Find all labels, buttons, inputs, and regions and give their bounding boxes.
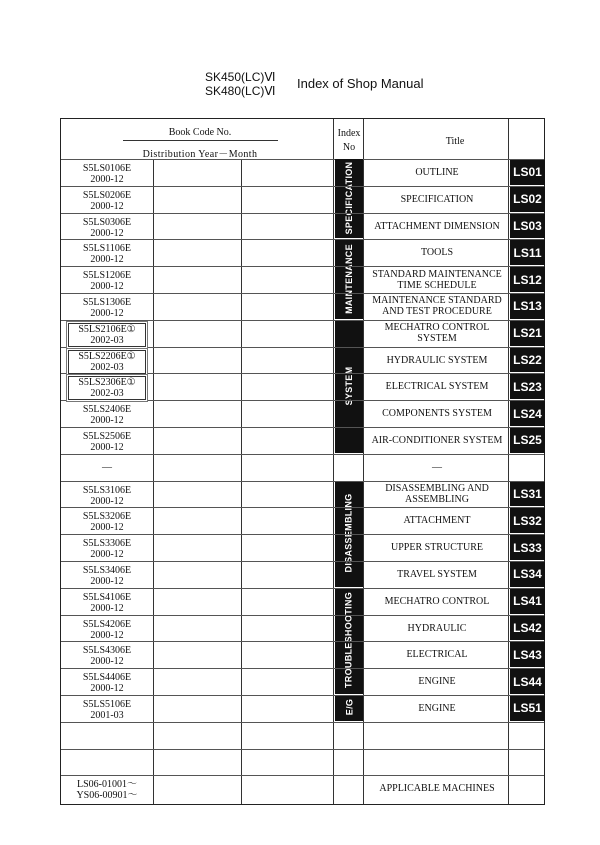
manual-title [365,167,509,178]
book-code-number: S5LS0206E [82,189,132,201]
row-divider [61,722,544,723]
row-divider [61,454,544,455]
section-code-badge: LS01 [510,160,545,185]
book-code-text [69,351,145,373]
manual-title [365,569,509,580]
model-name: SK480(LC)Ⅵ [205,84,276,98]
index-label: SYSTEM [344,366,354,406]
book-code-text [69,243,145,265]
section-code-badge: LS44 [510,669,545,694]
section-code-badge: LS25 [510,428,545,453]
section-code-badge: LS13 [510,294,545,319]
row-divider [61,186,544,187]
row-divider [61,266,544,267]
book-code-number: S5LS0106E [82,163,132,174]
distribution-date: 2000-12 [90,415,124,427]
distribution-date: 2001-03 [90,710,124,721]
distribution-date: 2002-03 [90,334,124,346]
manual-title-line: HYDRAULIC SYSTEM [386,354,488,366]
book-code-text [69,404,145,426]
document-title: Index of Shop Manual [297,76,424,91]
row-divider [61,695,544,696]
section-code-badge: LS24 [510,401,545,426]
book-code-header: Book Code No. [168,127,232,138]
manual-title-line: ELECTRICAL SYSTEM [385,381,489,393]
manual-title-line: MAINTENANCE STANDARD [372,295,502,307]
distribution-date: YS06-00901～ [76,790,138,802]
index-table [60,118,545,805]
row-divider [61,749,544,750]
book-code-number: LS06-01001～ [77,779,137,791]
title-header: Title [445,136,465,147]
distribution-date: 2000-12 [90,683,124,695]
row-divider [61,641,544,642]
manual-title [365,703,509,714]
manual-title [365,542,509,553]
row-divider [61,615,544,616]
index-label: DISASSEMBLING [343,493,354,573]
row-divider [61,159,544,160]
book-code-text [69,377,145,399]
book-code-number: S5LS0306E [82,216,132,228]
book-code-number: S5LS2106E① [78,323,136,335]
book-code-number: S5LS4106E [82,591,132,603]
manual-title-line: ELECTRICAL [406,649,468,661]
manual-title-line: AND TEST PROCEDURE [382,306,492,318]
index-no-header [335,127,363,155]
row-divider [61,775,544,776]
manual-title-line: — [432,461,442,473]
book-code-text [69,699,145,721]
book-code-text [69,565,145,587]
manual-title [365,435,509,446]
section-code-badge: LS03 [510,214,545,239]
row-divider [61,481,544,482]
section-code-badge: LS31 [510,482,545,507]
manual-title-line: STANDARD MAINTENANCE [372,268,502,280]
book-code-text [69,324,145,346]
manual-title [365,515,509,526]
distribution-header: Distribution Year－Month [142,149,258,160]
manual-title-line: SPECIFICATION [400,193,474,205]
book-code-number: S5LS1206E [82,270,132,282]
book-code-number: S5LS2406E [82,404,132,416]
row-divider [61,668,544,669]
book-code-text [69,462,145,473]
book-code-number: S5LS3206E [82,511,132,523]
book-code-text [69,297,145,319]
distribution-date: 2000-12 [90,200,124,212]
manual-title-line: ATTACHMENT [403,515,471,527]
manual-title [365,322,509,344]
section-code-badge: LS22 [510,348,545,373]
section-code-badge: LS23 [510,374,545,399]
manual-title [365,269,509,291]
row-divider [61,320,544,321]
manual-title-line: MECHATRO CONTROL [384,595,490,607]
manual-title [365,194,509,205]
book-code-text [69,190,145,212]
book-code-text [69,672,145,694]
book-code-number: S5LS3106E [82,484,132,496]
column-divider [363,119,364,804]
manual-title [365,221,509,232]
no-header: No [342,142,356,153]
section-code-badge: LS41 [510,589,545,614]
book-code-text [69,779,145,801]
header-rule [123,140,278,141]
book-code-text [69,619,145,641]
manual-title-line: COMPONENTS SYSTEM [382,408,492,420]
manual-title-line: DISASSEMBLING AND [385,483,489,494]
book-code-number: S5LS5106E [82,699,132,710]
distribution-date: 2000-12 [90,576,124,587]
section-code-badge: LS34 [510,562,545,587]
section-code-badge: LS02 [510,187,545,212]
distribution-date: 2000-12 [90,174,124,185]
book-code-text [69,645,145,667]
section-code-badge: LS12 [510,267,545,292]
section-code-badge: LS42 [510,616,545,641]
book-code-text [69,270,145,292]
row-divider [61,347,544,348]
row-divider [61,239,544,240]
model-name: SK450(LC)Ⅵ [205,70,276,84]
manual-title-line: TOOLS [420,247,454,259]
distribution-date: 2000-12 [90,522,124,534]
manual-title-line: MECHATRO CONTROL [384,322,490,334]
manual-title [365,408,509,419]
row-divider [61,400,544,401]
section-code-badge: LS32 [510,508,545,533]
index-header: Index [337,128,361,139]
distribution-date: 2000-12 [90,227,124,239]
index-label: E/G [343,699,354,716]
book-code-number: S5LS4406E [82,672,132,684]
model-list [205,70,275,98]
row-divider [61,561,544,562]
section-code-badge: LS51 [510,696,545,721]
manual-title [365,247,509,258]
row-divider [61,293,544,294]
book-code-text [69,431,145,453]
manual-title-line: ASSEMBLING [405,494,469,505]
manual-title-line: UPPER STRUCTURE [391,542,483,554]
index-label: SPECIFICATION [343,161,354,235]
row-divider [61,534,544,535]
row-divider [61,213,544,214]
distribution-date: 2002-03 [90,388,124,400]
manual-title [365,676,509,687]
row-divider [61,373,544,374]
book-code-number: S5LS2506E [82,431,132,442]
distribution-date: 2000-12 [90,495,124,507]
book-code-number: S5LS4306E [82,645,132,657]
book-code-text [69,217,145,239]
book-code-text [69,592,145,614]
row-divider [61,588,544,589]
book-code-number: S5LS3406E [82,565,132,576]
manual-title [365,623,509,634]
distribution-date: 2002-03 [90,361,124,373]
section-code-badge: LS21 [510,321,545,346]
manual-title-line: APPLICABLE MACHINES [379,783,495,795]
section-code-badge: LS43 [510,642,545,667]
manual-title [365,462,509,473]
manual-title-line: OUTLINE [415,166,459,178]
column-divider [333,119,334,804]
manual-title-line: AIR-CONDITIONER SYSTEM [371,434,503,446]
index-label: MAINTENANCE [343,243,354,314]
manual-title [365,596,509,607]
manual-title-line: HYDRAULIC [407,622,467,634]
book-code-text [69,163,145,185]
book-code-number: S5LS4206E [82,618,132,630]
manual-title-line: TIME SCHEDULE [397,279,477,291]
book-code-number: — [102,461,112,473]
distribution-date: 2000-12 [90,254,124,266]
manual-title-line: TRAVEL SYSTEM [397,568,477,580]
manual-title [365,649,509,660]
distribution-date: 2000-12 [90,549,124,561]
manual-title-line: ENGINE [418,676,456,688]
distribution-date: 2000-12 [90,629,124,641]
distribution-date: 2000-12 [90,308,124,319]
manual-title [365,295,509,317]
book-code-text [69,538,145,560]
row-divider [61,427,544,428]
section-code-badge: LS11 [510,240,545,265]
manual-title-line: SYSTEM [417,333,457,345]
book-code-text [69,511,145,533]
manual-title [365,783,509,794]
index-label: TROUBLESHOOTING [343,592,354,689]
distribution-date: 2000-12 [90,442,124,453]
distribution-date: 2000-12 [90,281,124,293]
distribution-date: 2000-12 [90,656,124,668]
manual-title [365,381,509,392]
manual-title-line: ATTACHMENT DIMENSION [374,220,500,232]
manual-title-line: ENGINE [418,702,456,714]
manual-title [365,355,509,366]
row-divider [61,507,544,508]
book-code-number: S5LS2306E① [78,377,136,389]
book-code-number: S5LS2206E① [78,350,136,362]
distribution-date: 2000-12 [90,602,124,614]
manual-title [365,483,509,505]
book-code-number: S5LS1306E [82,297,132,308]
book-code-text [69,485,145,507]
book-code-number: S5LS1106E [83,243,131,255]
section-code-badge: LS33 [510,535,545,560]
book-code-number: S5LS3306E [82,538,132,550]
